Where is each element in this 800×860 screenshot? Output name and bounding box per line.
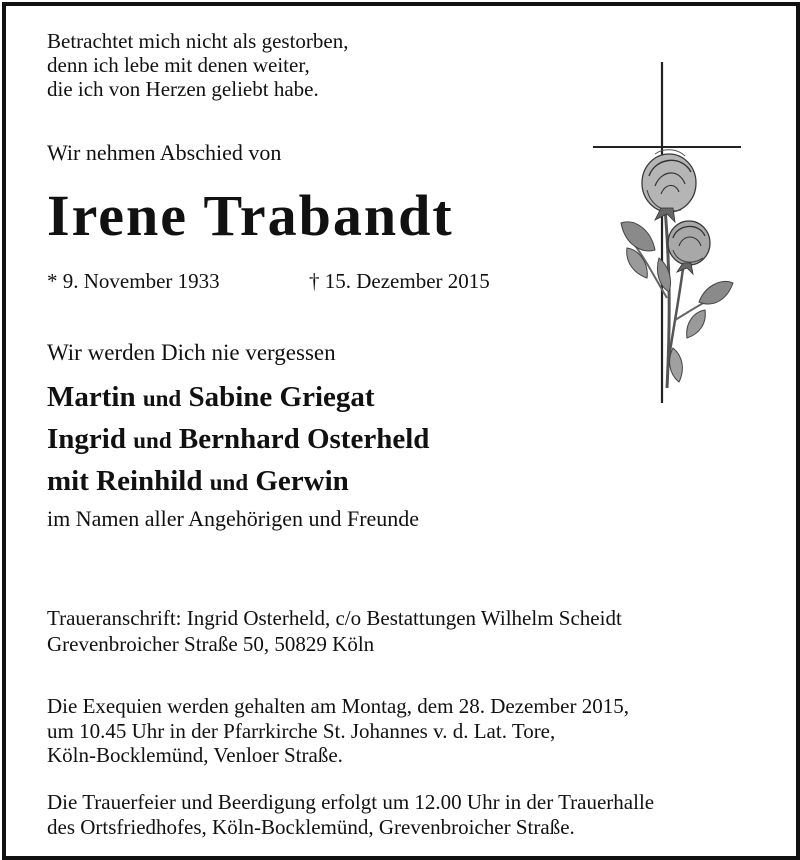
burial-info xyxy=(47,791,654,840)
family-name: Bernhard Osterheld xyxy=(178,423,430,455)
family-conjunction: und xyxy=(133,428,172,453)
exequies-info xyxy=(47,695,629,769)
family-name: Gerwin xyxy=(255,465,349,497)
family-line xyxy=(47,381,375,415)
family-name: Martin xyxy=(47,381,136,413)
poem xyxy=(47,30,349,102)
exequies-line: um 10.45 Uhr in der Pfarrkirche St. Johannes v. d. Lat. Tore, xyxy=(47,718,556,743)
mourning-address xyxy=(47,607,622,659)
remembrance-line: Wir werden Dich nie vergessen xyxy=(47,340,336,365)
family-conjunction: und xyxy=(209,470,249,495)
family-name: Sabine Griegat xyxy=(188,381,375,413)
family-conjunction: und xyxy=(142,386,182,411)
poem-line: Betrachtet mich nicht als gestorben, xyxy=(47,29,349,53)
address-line: Grevenbroicher Straße 50, 50829 Köln xyxy=(47,632,375,656)
deceased-name: Irene Trabandt xyxy=(47,183,454,248)
burial-line: des Ortsfriedhofes, Köln-Bocklemünd, Grevenbroicher Straße. xyxy=(47,814,575,839)
behalf-line: im Namen aller Angehörigen und Freunde xyxy=(47,506,420,531)
birth-date: * 9. November 1933 xyxy=(47,269,220,293)
burial-line: Die Trauerfeier und Beerdigung erfolgt um 12.00 Uhr in der Trauerhalle xyxy=(47,790,655,814)
family-line xyxy=(47,423,429,457)
family-line xyxy=(47,465,349,499)
poem-line: die ich von Herzen geliebt habe. xyxy=(47,77,319,101)
exequies-line: Die Exequien werden gehalten am Montag, dem 28. Dezember 2015, xyxy=(47,694,629,718)
death-date: † 15. Dezember 2015 xyxy=(309,269,490,293)
family-name: Reinhild xyxy=(96,465,203,497)
exequies-line: Köln-Bocklemünd, Venloer Straße. xyxy=(47,743,343,767)
poem-line: denn ich lebe mit denen weiter, xyxy=(47,53,310,77)
cross-with-roses-icon xyxy=(585,58,755,408)
family-name: mit xyxy=(47,465,89,497)
family-name: Ingrid xyxy=(47,423,126,455)
address-line: Traueranschrift: Ingrid Osterheld, c/o Bestattungen Wilhelm Scheidt xyxy=(47,606,622,630)
farewell-intro: Wir nehmen Abschied von xyxy=(47,140,282,165)
